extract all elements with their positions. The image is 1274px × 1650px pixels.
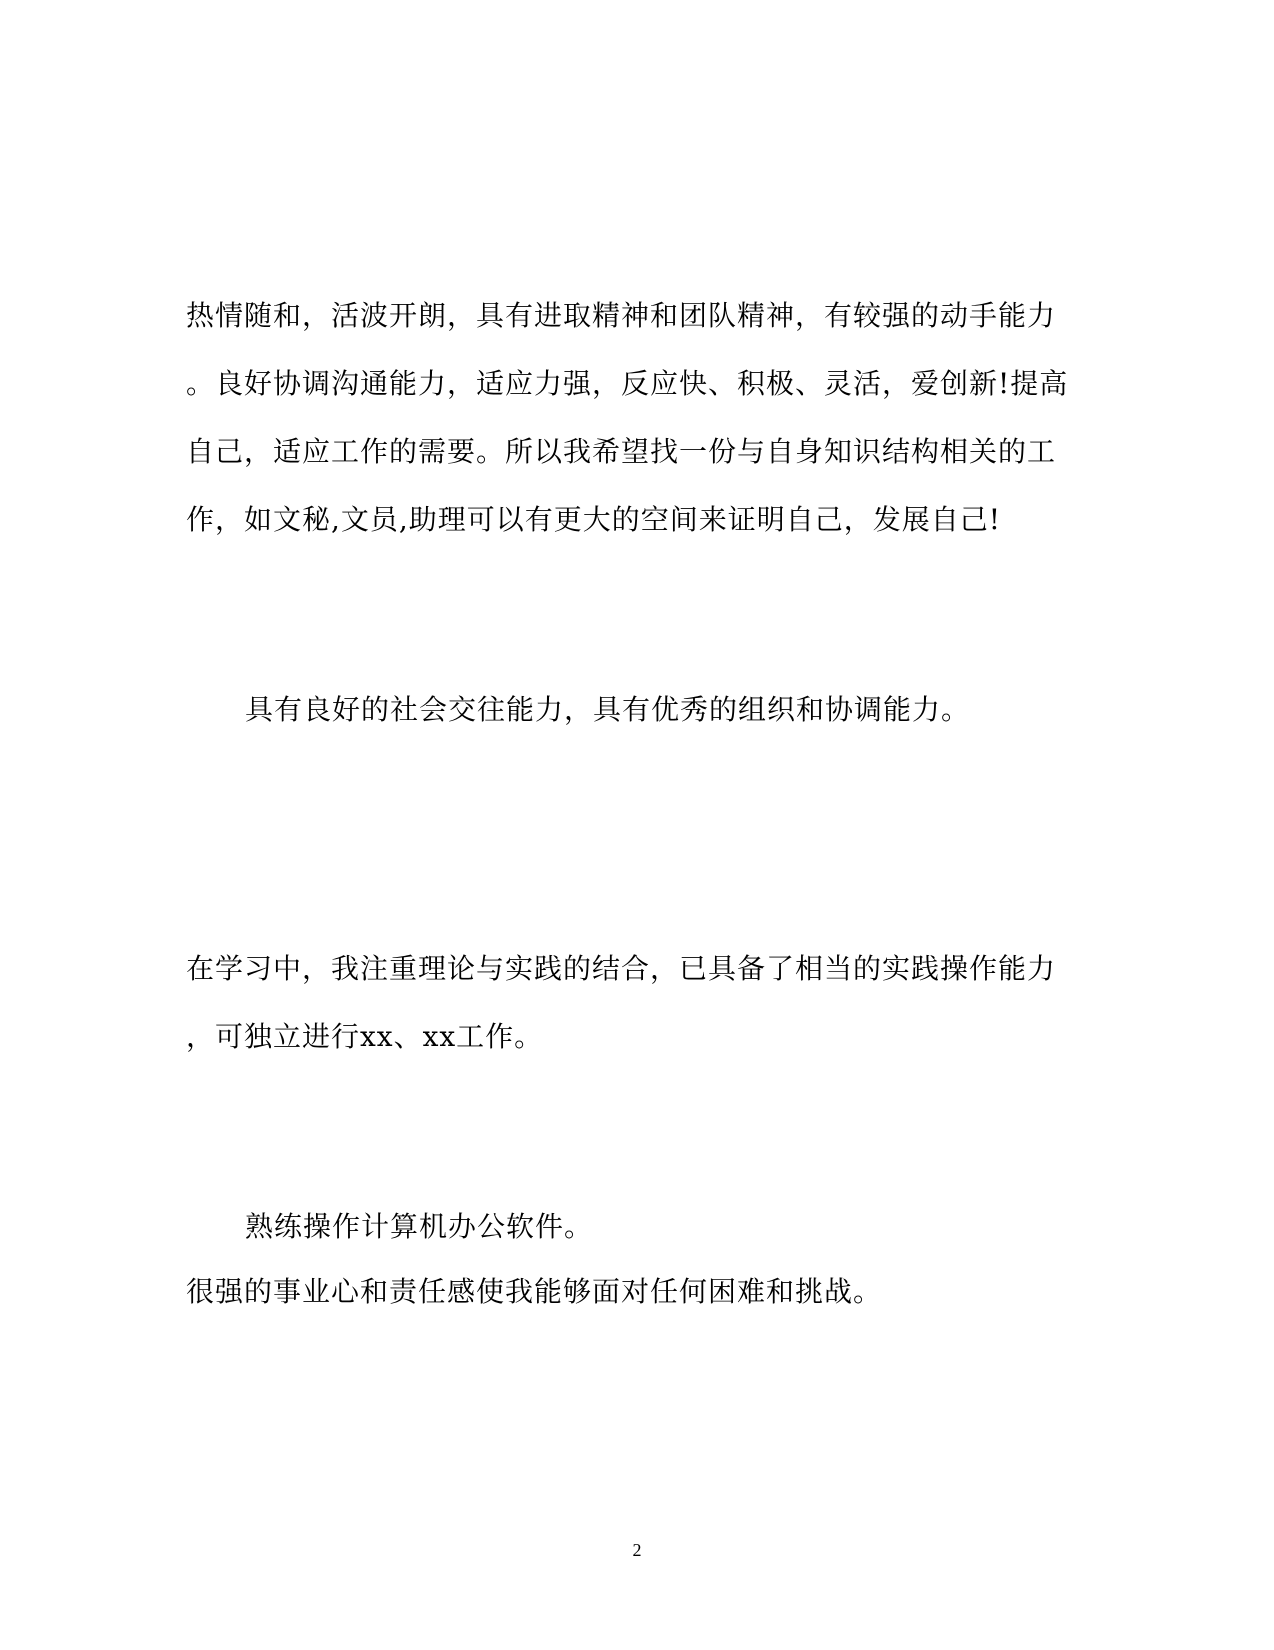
paragraph-3-line-1: 在学习中，我注重理论与实践的结合，已具备了相当的实践操作能力 [186,952,1057,985]
paragraph-1-line-3: 自己，适应工作的需要。所以我希望找一份与自身知识结构相关的工 [186,435,1057,468]
paragraph-1-line-2: 。良好协调沟通能力，适应力强，反应快、积极、灵活，爱创新!提高 [186,367,1069,400]
paragraph-5: 很强的事业心和责任感使我能够面对任何困难和挑战。 [186,1275,883,1308]
paragraph-4: 熟练操作计算机办公软件。 [245,1210,594,1243]
paragraph-3-line-2: ，可独立进行xx、xx工作。 [186,1020,544,1053]
paragraph-1-line-1: 热情随和，活波开朗，具有进取精神和团队精神，有较强的动手能力 [186,299,1057,332]
page-number: 2 [632,1540,642,1560]
paragraph-2: 具有良好的社会交往能力，具有优秀的组织和协调能力。 [245,693,971,726]
paragraph-1-line-4: 作，如文秘,文员,助理可以有更大的空间来证明自己，发展自己! [186,503,1002,536]
